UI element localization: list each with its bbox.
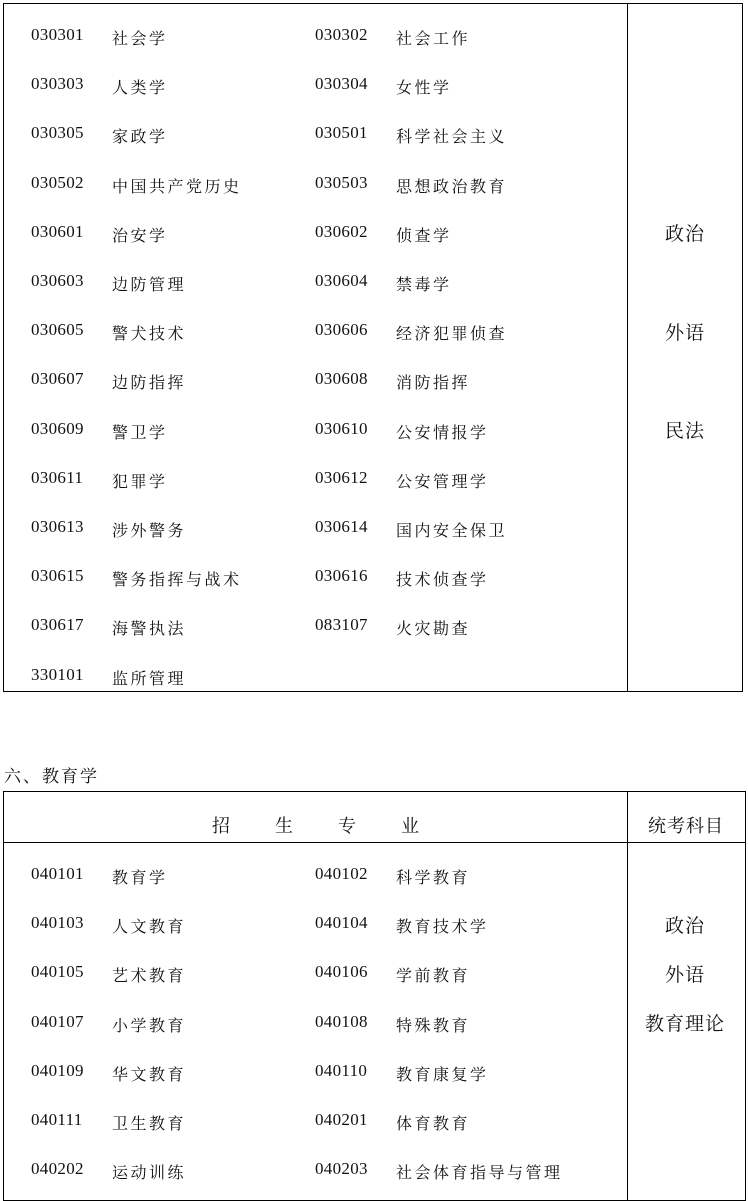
major-name: 警犬技术 bbox=[112, 324, 187, 344]
exam-subject: 民法 bbox=[664, 420, 705, 442]
major-code: 030607 bbox=[31, 369, 84, 389]
major-name: 海警执法 bbox=[112, 619, 187, 639]
major-code: 040106 bbox=[315, 962, 368, 982]
major-name: 卫生教育 bbox=[112, 1114, 187, 1133]
major-code: 030303 bbox=[31, 74, 84, 94]
header-major-char: 生 bbox=[275, 816, 293, 837]
major-code: 040108 bbox=[315, 1011, 368, 1031]
major-name: 侦查学 bbox=[396, 225, 452, 245]
header-subjects: 统考科目 bbox=[648, 816, 724, 837]
major-name: 消防指挥 bbox=[396, 373, 471, 393]
exam-subject: 政治 bbox=[664, 915, 705, 937]
major-name: 特殊教育 bbox=[396, 1015, 471, 1035]
major-code: 040103 bbox=[31, 913, 84, 933]
major-name: 运动训练 bbox=[112, 1163, 187, 1183]
major-code: 030305 bbox=[31, 123, 84, 143]
major-code: 030609 bbox=[31, 418, 84, 438]
major-name: 社会体育指导与管理 bbox=[396, 1163, 563, 1183]
exam-subject: 外语 bbox=[664, 321, 705, 344]
major-code: 030617 bbox=[31, 615, 84, 635]
major-name: 国内安全保卫 bbox=[396, 521, 508, 540]
major-name: 中国共产党历史 bbox=[112, 176, 242, 196]
major-name: 禁毒学 bbox=[396, 275, 452, 294]
major-code: 030604 bbox=[315, 271, 368, 290]
major-code: 040111 bbox=[31, 1110, 83, 1129]
major-name: 监所管理 bbox=[112, 668, 187, 688]
major-code: 040104 bbox=[315, 913, 368, 933]
major-code: 030302 bbox=[315, 25, 368, 44]
major-name: 教育技术学 bbox=[396, 917, 489, 937]
section-heading: 六、教育学 bbox=[4, 767, 99, 787]
major-code: 030501 bbox=[315, 123, 368, 143]
major-name: 技术侦查学 bbox=[396, 570, 489, 590]
major-code: 040109 bbox=[31, 1060, 84, 1080]
major-code: 040203 bbox=[315, 1159, 368, 1179]
major-name: 社会学 bbox=[112, 29, 168, 48]
major-code: 030610 bbox=[315, 418, 368, 438]
column-divider bbox=[627, 4, 628, 691]
major-name: 人类学 bbox=[112, 78, 168, 98]
major-name: 社会工作 bbox=[396, 29, 471, 48]
major-name: 艺术教育 bbox=[112, 966, 187, 986]
major-code: 040201 bbox=[315, 1110, 368, 1129]
major-code: 030608 bbox=[315, 369, 368, 389]
major-code: 030616 bbox=[315, 566, 368, 586]
major-name: 火灾勘查 bbox=[396, 619, 471, 639]
major-code: 040102 bbox=[315, 864, 368, 883]
header-major-char: 专 bbox=[338, 816, 356, 837]
major-code: 030606 bbox=[315, 320, 368, 340]
major-name: 科学教育 bbox=[396, 868, 471, 887]
header-major-char: 招 bbox=[212, 816, 230, 837]
major-code: 030611 bbox=[31, 467, 84, 487]
major-name: 小学教育 bbox=[112, 1015, 187, 1035]
major-code: 030503 bbox=[315, 172, 368, 192]
exam-subject: 政治 bbox=[664, 223, 705, 245]
major-code: 030304 bbox=[315, 74, 368, 94]
major-name: 警卫学 bbox=[112, 422, 168, 442]
major-name: 体育教育 bbox=[396, 1114, 471, 1133]
major-code: 040107 bbox=[31, 1011, 84, 1031]
major-name: 教育康复学 bbox=[396, 1064, 489, 1084]
major-name: 警务指挥与战术 bbox=[112, 570, 242, 590]
major-code: 030612 bbox=[315, 467, 368, 487]
exam-subject: 外语 bbox=[664, 964, 705, 987]
major-code: 030502 bbox=[31, 172, 84, 192]
major-code: 030603 bbox=[31, 271, 84, 290]
major-name: 科学社会主义 bbox=[396, 127, 508, 147]
major-name: 经济犯罪侦查 bbox=[396, 324, 508, 344]
major-code: 030614 bbox=[315, 517, 368, 536]
major-code: 030605 bbox=[31, 320, 84, 340]
major-code: 030601 bbox=[31, 221, 84, 241]
major-code: 040105 bbox=[31, 962, 84, 982]
major-name: 边防管理 bbox=[112, 275, 187, 294]
major-code: 030615 bbox=[31, 566, 84, 586]
major-code: 330101 bbox=[31, 664, 84, 684]
major-code: 030301 bbox=[31, 25, 84, 44]
exam-subject: 教育理论 bbox=[644, 1013, 725, 1036]
major-code: 040202 bbox=[31, 1159, 84, 1179]
major-code: 083107 bbox=[315, 615, 368, 635]
major-name: 公安管理学 bbox=[396, 471, 489, 491]
major-name: 女性学 bbox=[396, 78, 452, 98]
header-divider bbox=[4, 842, 745, 843]
major-name: 涉外警务 bbox=[112, 521, 187, 540]
major-name: 犯罪学 bbox=[112, 471, 168, 491]
major-code: 040101 bbox=[31, 864, 84, 883]
major-code: 040110 bbox=[315, 1060, 368, 1080]
major-name: 公安情报学 bbox=[396, 422, 489, 442]
major-code: 030613 bbox=[31, 517, 84, 536]
major-name: 思想政治教育 bbox=[396, 176, 508, 196]
major-name: 边防指挥 bbox=[112, 373, 187, 393]
major-name: 学前教育 bbox=[396, 966, 471, 986]
major-name: 教育学 bbox=[112, 868, 168, 887]
column-divider bbox=[627, 792, 628, 1200]
major-code: 030602 bbox=[315, 221, 368, 241]
major-name: 治安学 bbox=[112, 225, 168, 245]
major-name: 华文教育 bbox=[112, 1064, 187, 1084]
major-name: 人文教育 bbox=[112, 917, 187, 937]
majors-table-2 bbox=[3, 791, 746, 1201]
major-name: 家政学 bbox=[112, 127, 168, 147]
header-major-char: 业 bbox=[401, 816, 419, 837]
